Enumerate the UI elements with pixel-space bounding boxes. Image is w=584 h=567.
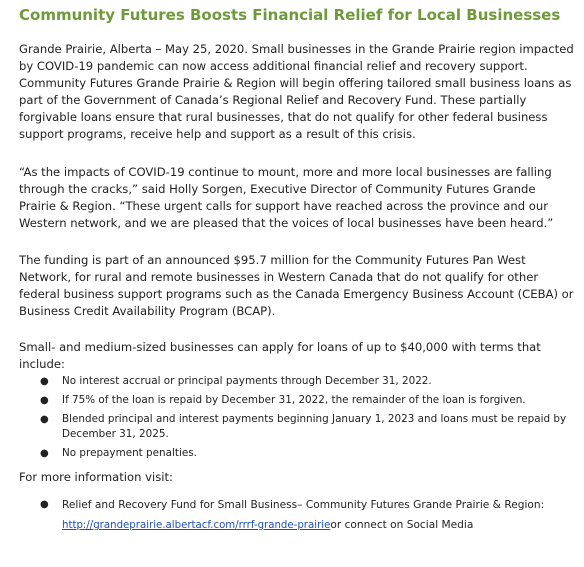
paragraph-funding: The funding is part of an announced $95.7 million for the Community Futures Pan West Network, for rural and remote businesses in Western Canada that do not qualify for other federal business support programs such as the Canada Emergency Business Account (CEBA) or Business Credit Availability Program (BCAP). xyxy=(19,253,574,318)
bullet-icon: ● xyxy=(40,395,49,406)
bullet-icon: ● xyxy=(40,376,49,387)
list-item xyxy=(36,412,576,442)
paragraph-loan-terms-intro: Small- and medium-sized businesses can apply for loans of up to $40,000 with terms that include: xyxy=(19,340,541,371)
bullet-icon: ● xyxy=(40,448,49,459)
resource-link[interactable]: http://grandeprairie.albertacf.com/rrrf-grande-prairie xyxy=(62,520,331,531)
bullet-icon: ● xyxy=(40,499,49,510)
more-info-label: For more information visit: xyxy=(19,470,173,484)
list-item xyxy=(36,446,576,461)
list-item xyxy=(36,374,576,389)
resource-text: Relief and Recovery Fund for Small Business– Community Futures Grande Prairie & Region: xyxy=(62,499,545,511)
list-item xyxy=(36,495,576,536)
list-item-text: No prepayment penalties. xyxy=(62,447,197,459)
list-item-text: If 75% of the loan is repaid by December 31, 2022, the remainder of the loan is forgiven. xyxy=(62,394,526,406)
paragraph-quote: “As the impacts of COVID-19 continue to mount, more and more local businesses are falling through the cracks,” said Holly Sorgen, Executive Director of Community Futures Grande Prairie & Region. “These urgent calls for support have reached across the province and our Western network, and we are pleased that the voices of local businesses have been heard.” xyxy=(19,165,554,230)
paragraph-intro: Grande Prairie, Alberta – May 25, 2020. Small businesses in the Grande Prairie region impacted by COVID-19 pandemic can now access additional financial relief and recovery support. Community Futures Grande Prairie & Region will begin offering tailored small business loans as part of the Government of Canada’s Regional Relief and Recovery Fund. These partially forgivable loans ensure that rural businesses, that do not qualify for other federal business support programs, receive help and support as a result of this crisis. xyxy=(19,42,574,141)
bullet-icon: ● xyxy=(40,414,49,425)
list-item-text: No interest accrual or principal payments through December 31, 2022. xyxy=(62,375,432,387)
list-item xyxy=(36,393,576,408)
resource-list xyxy=(36,495,576,536)
article-title: Community Futures Boosts Financial Relief for Local Businesses xyxy=(19,6,561,24)
resource-suffix: or connect on Social Media xyxy=(330,519,474,531)
loan-terms-list xyxy=(36,374,576,465)
list-item-text: Blended principal and interest payments beginning January 1, 2023 and loans must be repaid by December 31, 2025. xyxy=(62,413,567,440)
